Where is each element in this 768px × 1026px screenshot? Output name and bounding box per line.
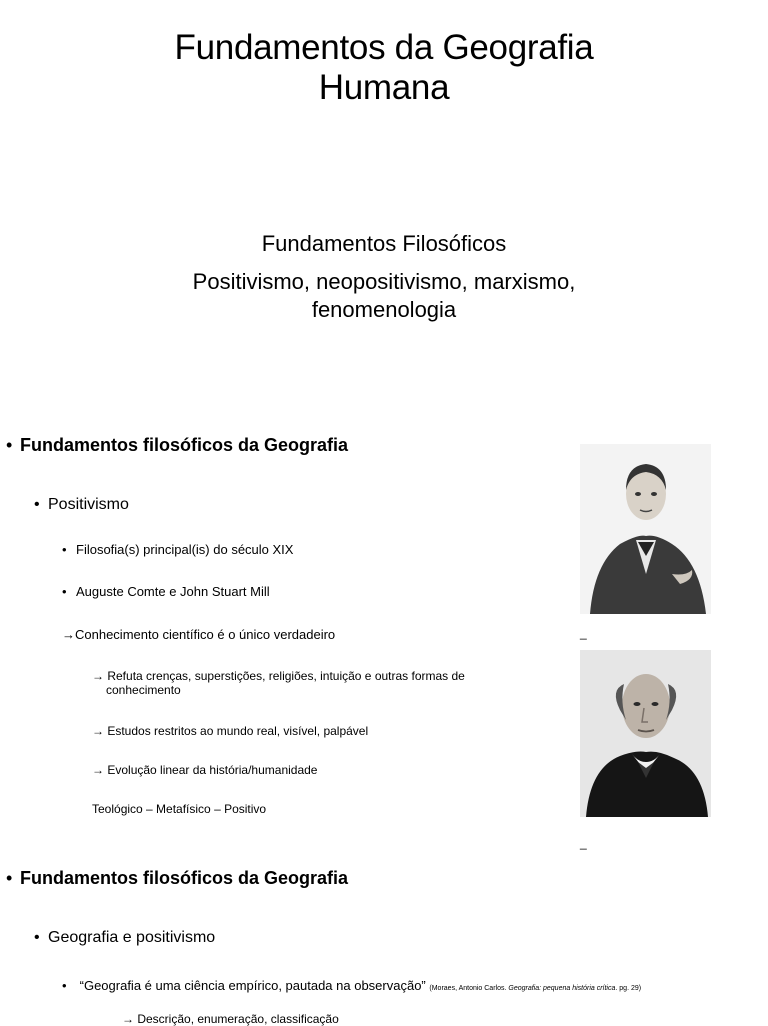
section-heading: • Fundamentos filosóficos da Geografia xyxy=(6,435,348,456)
caption-dash: _ xyxy=(580,626,587,640)
list-item: Teológico – Metafísico – Positivo xyxy=(92,802,267,816)
citation: (Moraes, Antonio Carlos. Geografia: pequena história crítica. pg. 29) xyxy=(429,985,642,992)
slide-subtitle-topics: Positivismo, neopositivismo, marxismo, fenomenologia xyxy=(192,269,576,322)
list-item: • Positivismo xyxy=(34,496,129,514)
slide-subtitle: Fundamentos Filosóficos xyxy=(261,231,507,256)
list-item: • Auguste Comte e John Stuart Mill xyxy=(62,584,270,599)
portrait-john-stuart-mill xyxy=(580,650,711,817)
arrow-icon: → xyxy=(92,724,104,738)
section-heading: • Fundamentos filosóficos da Geografia xyxy=(6,868,348,889)
list-item xyxy=(62,978,641,993)
list-item: → Evolução linear da história/humanidade xyxy=(92,763,318,777)
arrow-icon: → xyxy=(92,669,104,683)
list-item: → Estudos restritos ao mundo real, visível, palpável xyxy=(92,724,369,738)
portrait-auguste-comte xyxy=(580,444,711,614)
caption-dash: _ xyxy=(580,836,587,850)
arrow-icon: → xyxy=(62,627,75,642)
slide-title: Fundamentos da Geografia Humana xyxy=(174,28,594,107)
list-item: • Geografia e positivismo xyxy=(34,929,215,947)
list-item: • Filosofia(s) principal(is) do século XIX xyxy=(62,542,293,557)
list-item: →Conhecimento científico é o único verdadeiro xyxy=(62,627,336,642)
list-item: → Descrição, enumeração, classificação xyxy=(122,1012,339,1026)
list-item: → Refuta crenças, superstições, religiões, intuição e outras formas de conhecimento xyxy=(92,669,465,697)
arrow-icon: → xyxy=(122,1012,134,1026)
quote-text: “Geografia é uma ciência empírico, pautada na observação” xyxy=(79,978,426,993)
arrow-icon: → xyxy=(92,763,104,777)
